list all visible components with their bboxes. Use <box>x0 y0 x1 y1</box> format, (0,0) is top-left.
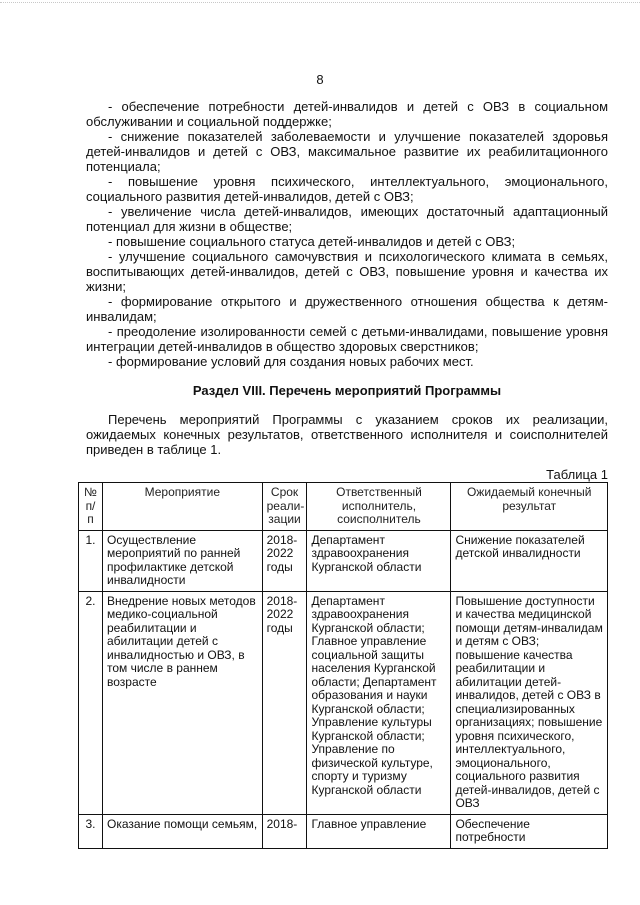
scan-edge <box>0 2 640 9</box>
page-body <box>86 99 608 849</box>
bullet-item: - формирование открытого и дружественного отношения общества к детям-инвалидам; <box>86 294 608 324</box>
bullet-item: - улучшение социального самочувствия и психологического климата в семьях, воспитывающих детей-инвалидов, детей с ОВЗ, повышение уровня и качества их жизни; <box>86 249 608 294</box>
bullet-item: - повышение социального статуса детей-инвалидов и детей с ОВЗ; <box>108 234 516 249</box>
cell-num: 2. <box>79 591 103 814</box>
cell-term: 2018- <box>262 814 307 848</box>
bullet-item: - увеличение числа детей-инвалидов, имеющих достаточный адаптационный потенциал для жизни в обществе; <box>86 204 608 234</box>
table-row <box>79 591 608 814</box>
cell-event: Оказание помощи семьям, <box>102 814 262 848</box>
header-result: Ожидаемый конечный результат <box>451 483 608 531</box>
cell-executor: Департамент здравоохранения Курганской области <box>307 530 451 591</box>
table-row <box>79 530 608 591</box>
cell-term: 2018-2022 годы <box>262 530 307 591</box>
section-heading: Раздел VIII. Перечень мероприятий Программы <box>192 383 502 398</box>
cell-executor: Главное управление <box>307 814 451 848</box>
bullet-item: - преодоление изолированности семей с детьми-инвалидами, повышение уровня интеграции детей-инвалидов в общество здоровых сверстников; <box>86 324 608 354</box>
page-number: 8 <box>316 72 324 87</box>
bullet-item: - обеспечение потребности детей-инвалидов и детей с ОВЗ в социальном обслуживании и социальной поддержке; <box>86 99 608 129</box>
intro-paragraph: Перечень мероприятий Программы с указанием сроков их реализации, ожидаемых конечных результатов, ответственного исполнителя и соисполнителей приведен в таблице 1. <box>86 412 608 457</box>
cell-num: 1. <box>79 530 103 591</box>
cell-executor: Департамент здравоохранения Курганской области; Главное управление социальной защиты населения Курганской области; Департамент образования и науки Курганской области; Управление культуры Курганской области; Управление по физической культуре, спорту и туризму Курганской области <box>307 591 451 814</box>
table-row <box>79 814 608 848</box>
header-executor: Ответственный исполнитель, соисполнитель <box>307 483 451 531</box>
bullet-item: - снижение показателей заболеваемости и улучшение показателей здоровья детей-инвалидов и детей с ОВЗ, максимальное развитие их реабилитационного потенциала; <box>86 129 608 174</box>
table-label: Таблица 1 <box>546 467 608 482</box>
cell-term: 2018-2022 годы <box>262 591 307 814</box>
events-table <box>78 482 608 849</box>
bullet-item: - формирование условий для создания новых рабочих мест. <box>108 354 474 369</box>
header-num: № п/п <box>79 483 103 531</box>
cell-result: Повышение доступности и качества медицинской помощи детям-инвалидам и детям с ОВЗ; повышение качества реабилитации и абилитации детей-инвалидов, детей с ОВЗ в специализированных организациях; повышение уровня психического, интеллектуального, эмоционального, социального развития детей-инвалидов, детей с ОВЗ <box>451 591 608 814</box>
header-event: Мероприятие <box>102 483 262 531</box>
table-header-row <box>79 483 608 531</box>
cell-result: Снижение показателей детской инвалидности <box>451 530 608 591</box>
bullet-item: - повышение уровня психического, интеллектуального, эмоционального, социального развития детей-инвалидов, детей с ОВЗ; <box>86 174 608 204</box>
cell-result: Обеспечение потребности <box>451 814 608 848</box>
cell-event: Осуществление мероприятий по ранней профилактике детской инвалидности <box>102 530 262 591</box>
header-term: Срок реали-зации <box>262 483 307 531</box>
cell-event: Внедрение новых методов медико-социальной реабилитации и абилитации детей с инвалидностью и ОВЗ, в том числе в раннем возрасте <box>102 591 262 814</box>
cell-num: 3. <box>79 814 103 848</box>
